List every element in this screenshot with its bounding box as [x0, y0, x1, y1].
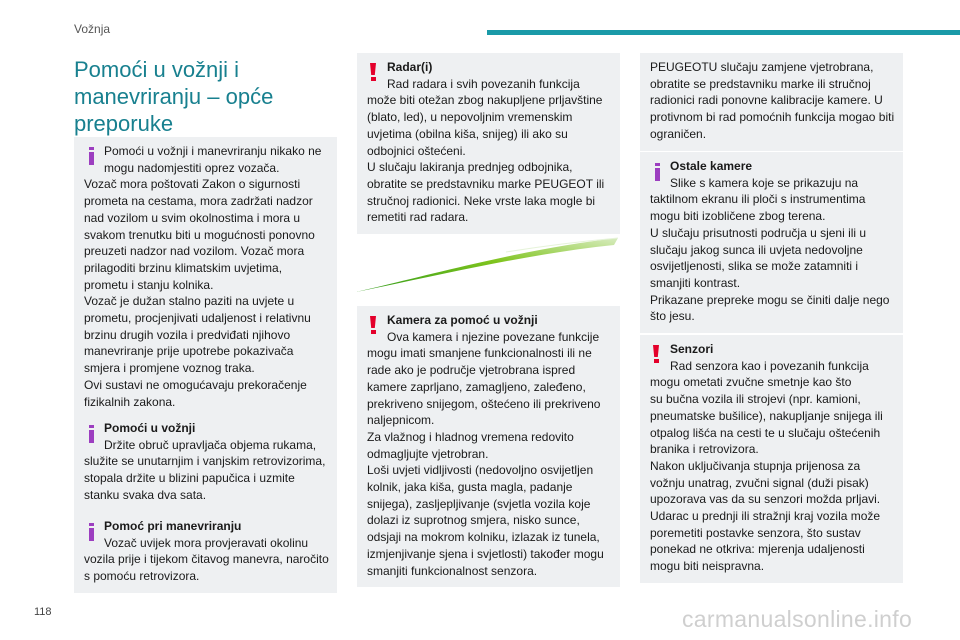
note-box-other-cameras: [640, 152, 903, 333]
box-line: Nakon uključivanja stupnja prijenosa za: [650, 458, 861, 473]
box-title: Pomoć pri manevriranju: [104, 519, 242, 533]
box-line: PEUGEOTU slučaju zamjene vjetrobrana,: [650, 60, 874, 74]
box-line: svakom trenutku biti u mogućnosti ponovno: [84, 227, 315, 242]
box-line: Rad senzora kao i povezanih funkcija: [670, 358, 869, 373]
box-line: odbojnici oštećeni.: [367, 143, 466, 158]
warning-icon: [370, 63, 376, 81]
box-line: obratite se predstavniku marke PEUGEOT ili: [367, 176, 605, 191]
box-line: branika i retrovizora.: [650, 442, 759, 457]
box-line: prometa na cestama, mora zadržati nadzor: [84, 194, 313, 209]
box-line: mogu biti neispravna.: [650, 559, 765, 574]
box-title: Senzori: [670, 342, 714, 356]
box-line: stanku svaka dva sata.: [84, 487, 207, 502]
box-line: pneumatske bušilice), nakupljanje snijega ili: [650, 408, 883, 423]
box-line: vožnju unatrag, zvučni signal (duži pisak): [650, 475, 869, 490]
box-line: Pomoći u vožnji i manevriranju nikako ne: [104, 144, 322, 158]
page-number: 118: [34, 606, 52, 618]
box-line: U slučaju prisutnosti područja u sjeni ili u: [650, 225, 867, 240]
section-label: Vožnja: [74, 22, 111, 36]
box-line: obratite se predstavniku marke ili stručnoj: [650, 76, 871, 91]
box-title: Pomoći u vožnji: [104, 421, 196, 435]
box-line: snijega), zasljepljivanje (svjetla vozila koje: [367, 496, 591, 511]
box-line: kamere zaprljano, zamagljeno, zaleđeno,: [367, 379, 586, 394]
box-line: smanjiti funkcionalnost senzora.: [367, 563, 538, 578]
box-line: uvjetima (obilna kiša, snijeg) ili ako su: [367, 126, 568, 141]
box-line: odsjaji na mokrom kolniku, izlazak iz tunela,: [367, 530, 600, 545]
box-line: taktilnom ekranu ili ploči s instrumentima: [650, 192, 866, 207]
box-line: mogu nadomjestiti oprez vozača.: [104, 160, 280, 175]
box-line: dolazi iz suprotnog smjera, nisko sunce,: [367, 513, 580, 528]
box-line: ponekad ne otkriva: mjerenja udaljenosti: [650, 542, 865, 557]
warning-box-radar: [357, 53, 620, 234]
warning-box-camera: [357, 306, 620, 587]
box-line: Rad radara i svih povezanih funkcija: [387, 76, 580, 91]
note-box-windscreen: [640, 53, 903, 151]
box-line: nad vozilom u svim okolnostima i mora u: [84, 210, 301, 225]
box-line: Ovi sustavi ne omogućavaju prekoračenje: [84, 377, 307, 392]
box-line: protivnom bi rad pomoćnih funkcija mogao biti: [650, 110, 895, 125]
box-line: ograničen.: [650, 126, 707, 141]
box-line: poremetiti postavke senzora, što sustav: [650, 525, 861, 540]
box-line: Vozač mora poštovati Zakon o sigurnosti: [84, 177, 301, 192]
info-icon: [89, 147, 94, 165]
info-icon: [655, 163, 660, 181]
box-line: (blato, led), u nepovoljnim vremenskim: [367, 110, 573, 125]
box-line: prilagoditi brzinu klimatskim uvjetima,: [84, 260, 283, 275]
box-line: prometu, procjenjivati udaljenost i relativnu: [84, 311, 311, 326]
box-line: naljepnicom.: [367, 413, 435, 428]
box-line: otpalog lišća na cesti te u slučaju oštećenih: [650, 425, 881, 440]
warning-icon: [370, 316, 376, 334]
box-line: stopala držite u blizini papučica i uzmite: [84, 471, 295, 486]
box-line: prometu i stanju kolnika.: [84, 277, 214, 292]
box-line: manevriranje prije upotrebe pokazivača: [84, 344, 294, 359]
page-title-line-3: preporuke: [74, 111, 174, 136]
box-line: prekriveno snijegom, oštećeno ili prekriveno: [367, 396, 601, 411]
box-line: Vozač uvijek mora provjeravati okolinu: [104, 535, 309, 550]
box-line: Ova kamera i njezine povezane funkcije: [387, 329, 600, 344]
box-line: odmagljujte vjetrobran.: [367, 446, 489, 461]
box-line: smanjiti kontrast.: [650, 275, 741, 290]
box-line: Držite obruč upravljača objema rukama,: [104, 437, 317, 452]
box-line: Udarac u prednji ili stražnji kraj vozila može: [650, 509, 881, 524]
page-title-line-2: manevriranju – opće: [74, 84, 274, 109]
box-line: Slike s kamera koje se prikazuju na: [670, 175, 859, 190]
warning-box-sensors: [640, 335, 903, 583]
box-line: smjera i promjene voznog traka.: [84, 361, 255, 376]
box-line: slučaju jakog sunca ili uvjeta nedovoljne: [650, 242, 863, 257]
box-line: fizikalnih zakona.: [84, 394, 176, 409]
box-line: mogu biti izobličene zbog terena.: [650, 209, 826, 224]
box-line: su bučna vozila ili strojevi (npr. kamioni,: [650, 392, 861, 407]
green-swoosh-graphic: [356, 236, 620, 292]
box-line: remetiti rad radara.: [367, 210, 469, 225]
box-line: kolnik, jaka kiša, gusta magla, padanje: [367, 480, 573, 495]
box-line: rade ako je područje vjetrobrana ispred: [367, 363, 576, 378]
box-line: s pomoću retrovizora.: [84, 569, 200, 584]
box-title: Radar(i): [387, 60, 433, 74]
box-line: U slučaju lakiranja prednjeg odbojnika,: [367, 160, 573, 175]
box-line: preuzeti nadzor nad vozilom. Vozač mora: [84, 244, 305, 259]
note-box-manoeuvring: [74, 512, 337, 593]
page-title: [74, 56, 314, 137]
box-title: Kamera za pomoć u vožnji: [387, 313, 538, 327]
box-line: izmjenjivanje sjena i svjetlosti) također mogu: [367, 546, 604, 561]
box-line: mogu imati smanjene funkcionalnosti ili ne: [367, 346, 592, 361]
box-line: Za vlažnog i hladnog vremena redovito: [367, 429, 574, 444]
box-title: Ostale kamere: [670, 159, 753, 173]
watermark: carmanualsonline.info: [682, 606, 913, 632]
box-line: Vozač je dužan stalno paziti na uvjete u: [84, 294, 295, 309]
warning-icon: [653, 345, 659, 363]
box-line: Prikazane prepreke mogu se činiti dalje nego: [650, 292, 890, 307]
info-icon: [89, 523, 94, 541]
box-line: Loši uvjeti vidljivosti (nedovoljno osvijetljen: [367, 463, 594, 478]
box-line: osvijetljenosti, slika se može zatamniti i: [650, 259, 859, 274]
box-line: upozorava vas da su senzori možda prljavi.: [650, 492, 881, 507]
note-box-driving-aids: [74, 414, 337, 512]
info-icon: [89, 425, 94, 443]
box-line: što jesu.: [650, 309, 695, 324]
note-box-general: [74, 137, 337, 418]
header-accent-bar: [487, 30, 960, 35]
box-line: stručnoj radionici. Neke vrste laka mogle bi: [367, 193, 596, 208]
box-line: mogu ometati zvučne smetnje kao što: [650, 375, 852, 390]
box-line: može biti otežan zbog nakupljene prljavštine: [367, 93, 603, 108]
page-title-line-1: Pomoći u vožnji i: [74, 57, 240, 82]
box-line: brzinu drugih vozila i predviđati njihovo: [84, 327, 291, 342]
box-line: vozila prije i tijekom čitavog manevra, naročito: [84, 552, 329, 567]
box-line: radionici radi ponovne kalibracije kamere. U: [650, 93, 883, 108]
box-line: služite se unutarnjim i vanjskim retrovizorima,: [84, 454, 326, 469]
